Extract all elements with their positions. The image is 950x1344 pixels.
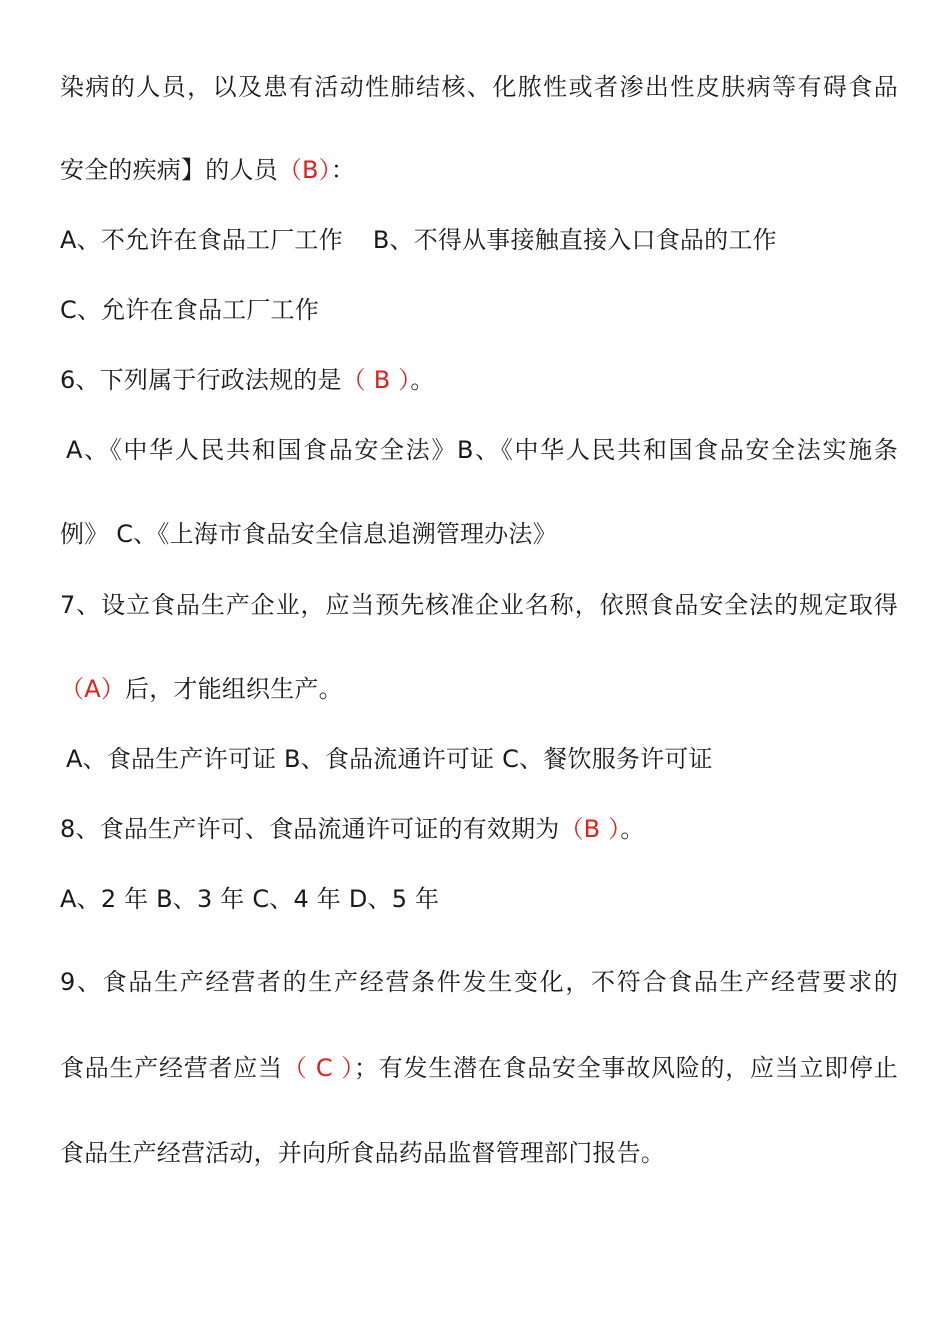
q6-answer: （ B ） bbox=[341, 366, 411, 394]
q5-stem-text: 安全的疾病】的人员 bbox=[60, 156, 278, 184]
q5-options-line-1 bbox=[60, 225, 898, 255]
q8-stem bbox=[60, 814, 898, 844]
q8-stem-text: 8、食品生产许可、食品流通许可证的有效期为 bbox=[60, 815, 560, 843]
q5-option-c: C、允许在食品工厂工作 bbox=[60, 296, 319, 324]
q9-stem-line-1: 9、食品生产经营者的生产经营条件发生变化，不符合食品生产经营要求的 bbox=[60, 968, 898, 996]
q5-stem-line-2 bbox=[60, 155, 898, 185]
q5-option-b: B、不得从事接触直接入口食品的工作 bbox=[372, 226, 777, 254]
q9-stem-line-3: 食品生产经营活动，并向所食品药品监督管理部门报告。 bbox=[60, 1139, 665, 1167]
q6-options-line-1: A、《中华人民共和国食品安全法》B、《中华人民共和国食品安全法实施条 bbox=[66, 436, 898, 464]
q9-stem-line-2 bbox=[60, 1053, 898, 1083]
q5-answer: （B） bbox=[277, 156, 331, 184]
q7-stem-line-1: 7、设立食品生产企业，应当预先核准企业名称，依照食品安全法的规定取得 bbox=[60, 591, 898, 619]
q6-options-line-2: 例》 C、《上海市食品安全信息追溯管理办法》 bbox=[60, 520, 557, 548]
q6-stem-end: 。 bbox=[410, 366, 435, 394]
q6-stem-text: 6、下列属于行政法规的是 bbox=[60, 366, 342, 394]
q8-options: A、2 年 B、3 年 C、4 年 D、5 年 bbox=[60, 885, 440, 913]
q7-options: A、食品生产许可证 B、食品流通许可证 C、餐饮服务许可证 bbox=[66, 745, 713, 773]
q6-stem bbox=[60, 365, 898, 395]
q7-answer: （A） bbox=[60, 675, 126, 703]
q9-stem-text: 食品生产经营者应当 bbox=[60, 1054, 283, 1082]
q8-stem-end: 。 bbox=[620, 815, 645, 843]
q5-option-a: A、不允许在食品工厂工作 bbox=[60, 226, 343, 254]
q5-stem-line-1: 染病的人员，以及患有活动性肺结核、化脓性或者渗出性皮肤病等有碍食品 bbox=[60, 73, 898, 101]
q7-stem-line-2 bbox=[60, 674, 898, 704]
q8-answer: （B ） bbox=[559, 815, 621, 843]
q5-stem-end: ： bbox=[330, 156, 356, 184]
q9-answer: （ C ） bbox=[282, 1054, 355, 1082]
q9-stem-continued: ；有发生潜在食品安全事故风险的，应当立即停止 bbox=[354, 1054, 899, 1082]
q7-stem-text: 后，才能组织生产。 bbox=[125, 675, 343, 703]
